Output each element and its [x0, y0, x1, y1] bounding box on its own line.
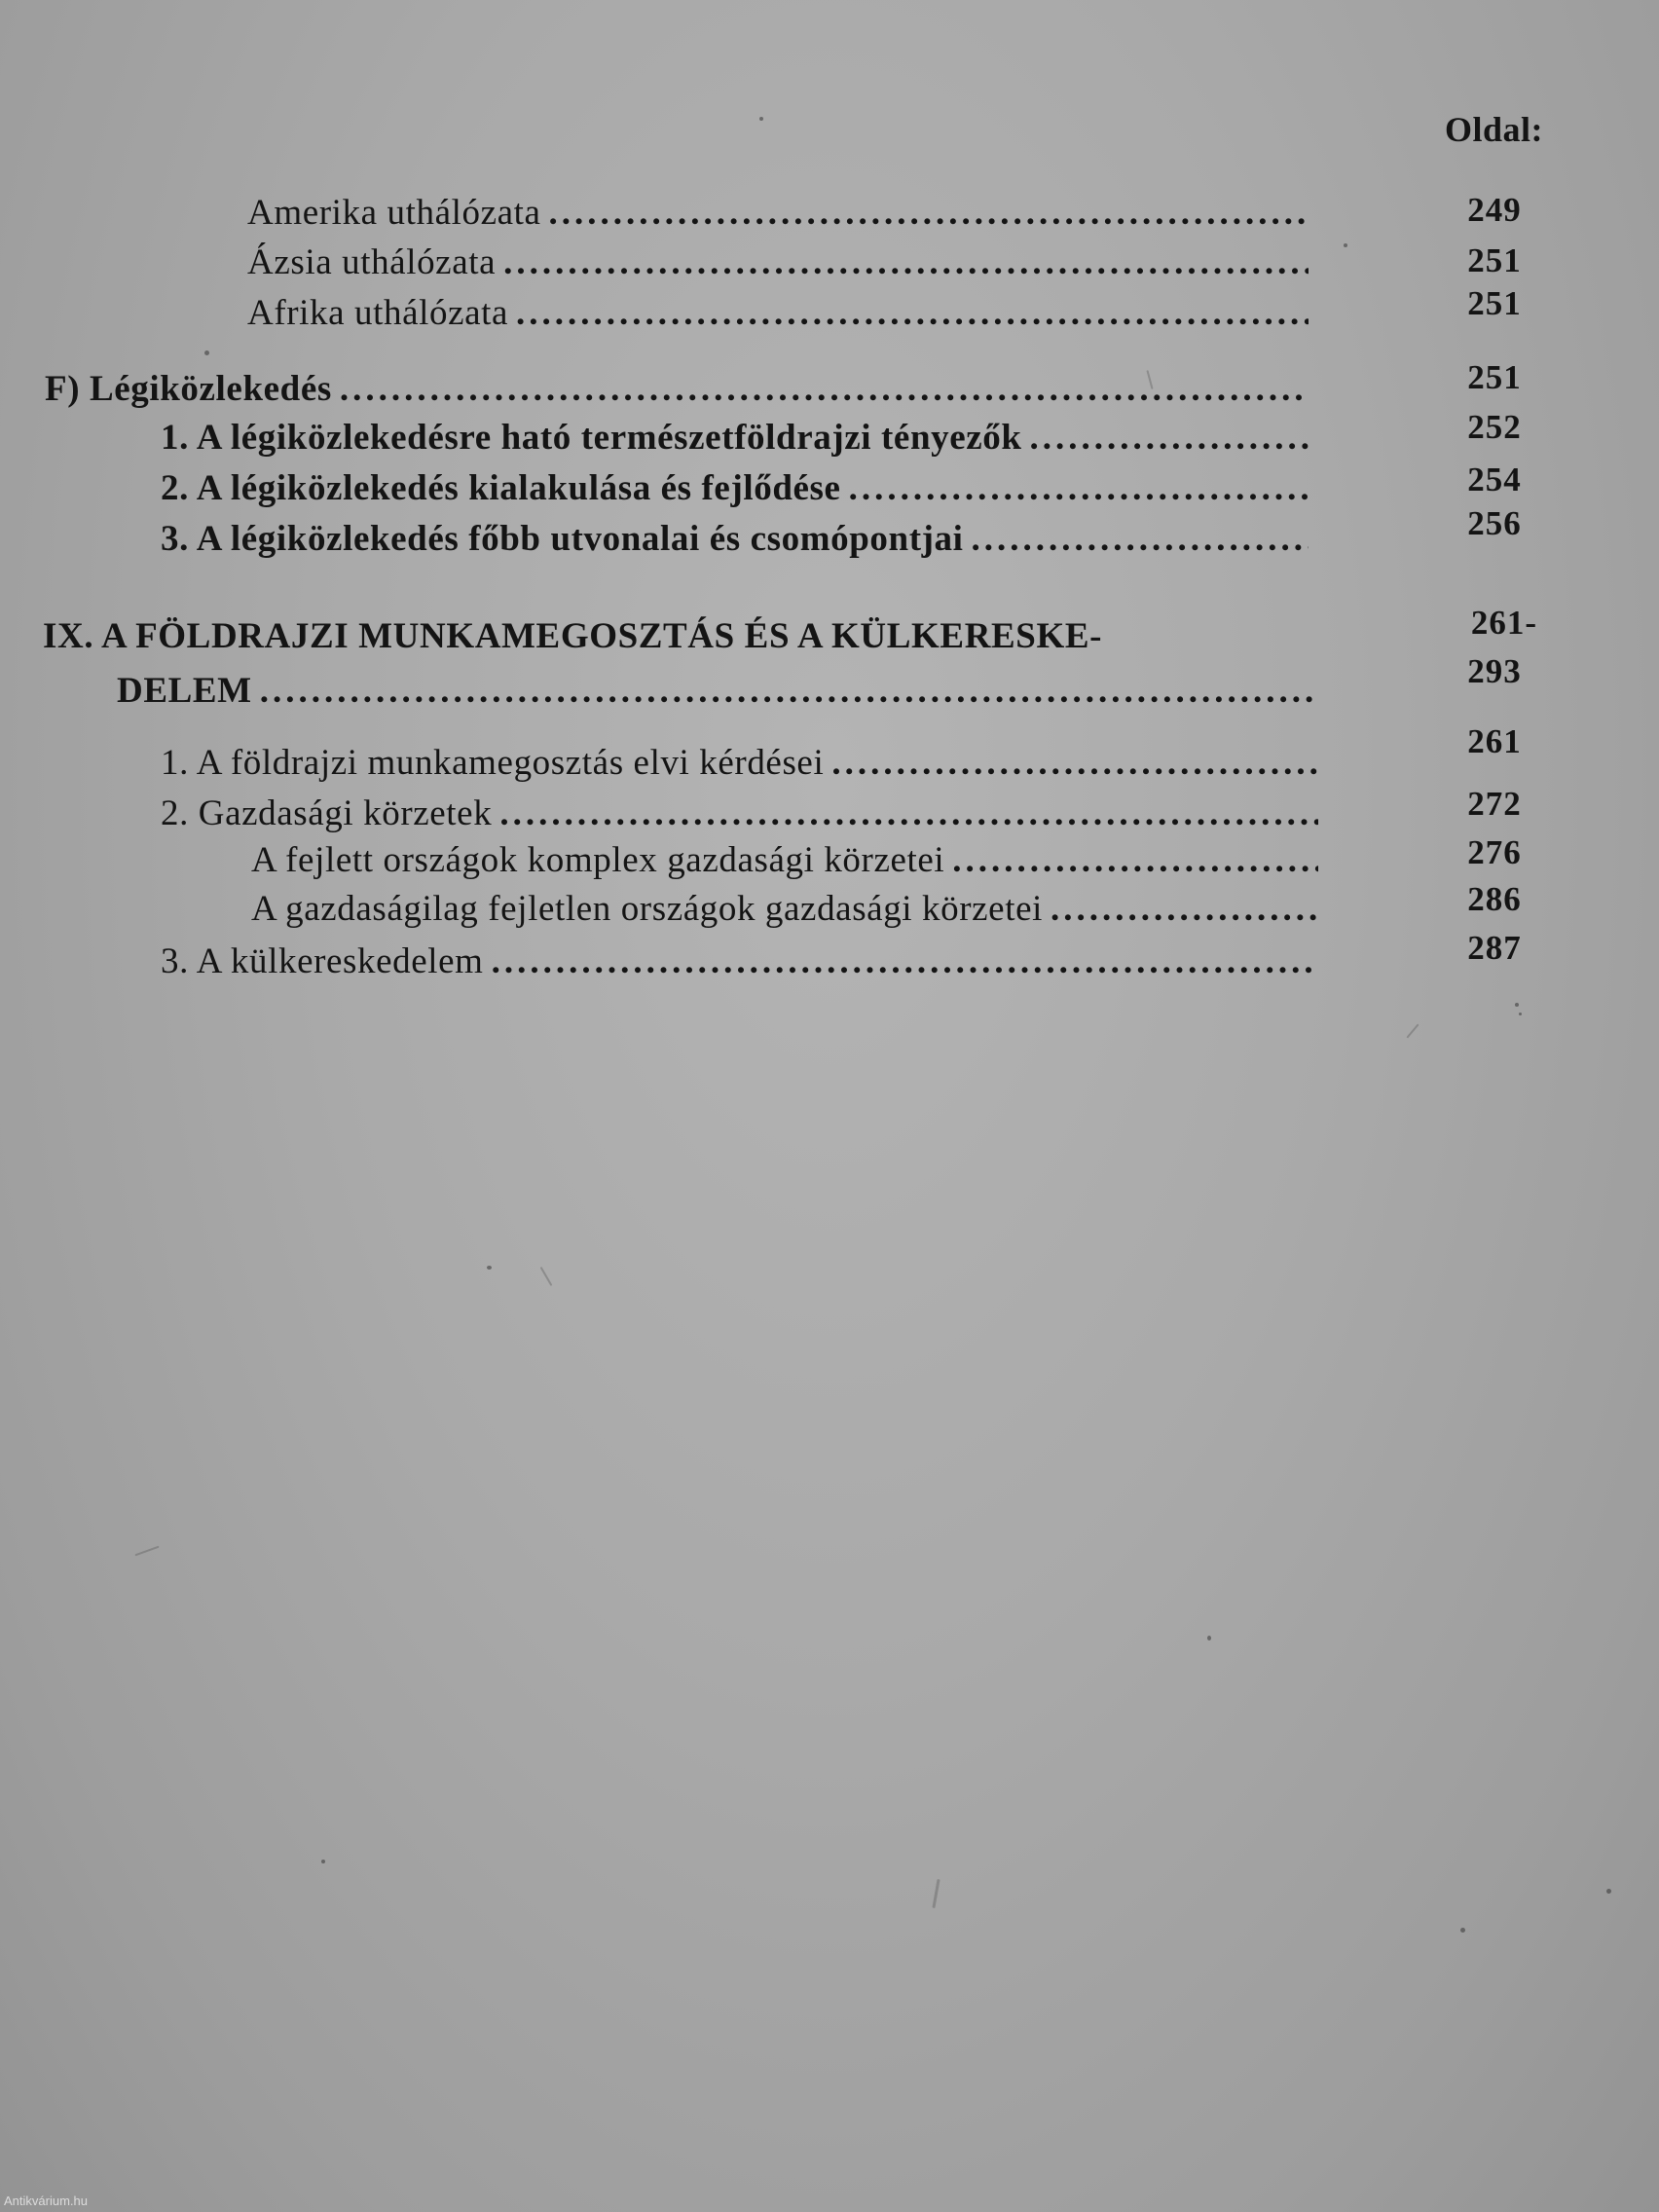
toc-entry-page: 251	[1467, 284, 1522, 322]
dot-leader	[260, 670, 1318, 712]
toc-entry	[161, 417, 1309, 463]
toc-entry	[161, 742, 1318, 789]
toc-entry	[161, 467, 1309, 514]
toc-entry-label: 3. A légiközlekedés főbb utvonalai és csomópontjai	[161, 519, 964, 559]
toc-entry-label: 1. A légiközlekedésre ható természetföldrajzi tényezők	[161, 418, 1022, 458]
dot-leader	[952, 839, 1318, 881]
paper-speck	[204, 350, 209, 355]
toc-chapter-label: DELEM	[117, 671, 252, 711]
toc-entry	[247, 292, 1309, 339]
toc-entry-label: Ázsia uthálózata	[247, 242, 497, 282]
toc-entry-label: Afrika uthálózata	[247, 293, 509, 333]
toc-entry-page: 261	[1467, 722, 1522, 760]
paper-fiber	[540, 1267, 553, 1286]
dot-leader	[549, 192, 1309, 234]
toc-entry-page: 256	[1467, 504, 1522, 542]
toc-entry-page: 251	[1467, 241, 1522, 279]
paper-speck	[1515, 1003, 1519, 1007]
toc-entry-page: 287	[1467, 929, 1522, 967]
toc-chapter-continued	[117, 670, 1318, 717]
toc-entry-page: 251	[1467, 358, 1522, 396]
toc-entry-page: 272	[1467, 785, 1522, 823]
toc-entry	[251, 888, 1322, 935]
toc-entry	[161, 518, 1309, 565]
toc-entry-page: 286	[1467, 880, 1522, 918]
dot-leader	[1051, 888, 1322, 930]
toc-entry	[247, 192, 1309, 239]
toc-entry	[251, 839, 1318, 886]
paper-speck	[1606, 1889, 1611, 1894]
dot-leader	[516, 292, 1309, 334]
paper-speck	[759, 117, 763, 121]
toc-entry-label: A fejlett országok komplex gazdasági körzetei	[251, 840, 945, 880]
dot-leader	[340, 368, 1309, 410]
toc-entry-page: 293	[1467, 652, 1522, 690]
paper-fiber	[1406, 1023, 1419, 1038]
toc-entry	[247, 241, 1309, 288]
toc-entry-page: 252	[1467, 408, 1522, 446]
paper-speck	[487, 1266, 492, 1270]
toc-entry-label: 2. A légiközlekedés kialakulása és fejlődése	[161, 468, 841, 508]
watermark: Antikvárium.hu	[4, 2194, 88, 2208]
dot-leader	[972, 518, 1309, 560]
toc-chapter	[43, 615, 1309, 662]
dot-leader	[503, 241, 1309, 283]
toc-entry-label: 3. A külkereskedelem	[161, 941, 484, 981]
toc-section	[45, 368, 1309, 415]
toc-entry-page: 261-	[1470, 604, 1538, 642]
paper-fiber	[932, 1879, 940, 1908]
toc-entry	[161, 940, 1318, 987]
toc-entry-page: 249	[1467, 191, 1522, 229]
paper-speck	[321, 1860, 325, 1863]
toc-entry-label: 1. A földrajzi munkamegosztás elvi kérdései	[161, 743, 825, 783]
toc-entry-label: 2. Gazdasági körzetek	[161, 793, 493, 833]
dot-leader	[831, 742, 1318, 784]
toc-chapter-label: IX. A FÖLDRAJZI MUNKAMEGOSZTÁS ÉS A KÜLKERESKE-	[43, 616, 1103, 656]
toc-section-label: F) Légiközlekedés	[45, 369, 332, 409]
paper-speck	[1460, 1928, 1465, 1933]
toc-entry-page: 254	[1467, 461, 1522, 498]
paper-fiber	[134, 1546, 159, 1557]
toc-entry	[161, 793, 1318, 839]
dot-leader	[849, 467, 1309, 509]
toc-entry-page: 276	[1467, 833, 1522, 871]
paper-speck	[1207, 1636, 1211, 1641]
dot-leader	[1030, 417, 1309, 459]
toc-entry-label: Amerika uthálózata	[247, 193, 541, 233]
dot-leader	[492, 940, 1318, 982]
paper-speck	[1519, 1013, 1522, 1015]
paper-speck	[1344, 243, 1347, 247]
page-column-header: Oldal:	[1445, 110, 1544, 149]
dot-leader	[499, 793, 1318, 834]
toc-entry-label: A gazdaságilag fejletlen országok gazdasági körzetei	[251, 889, 1043, 929]
